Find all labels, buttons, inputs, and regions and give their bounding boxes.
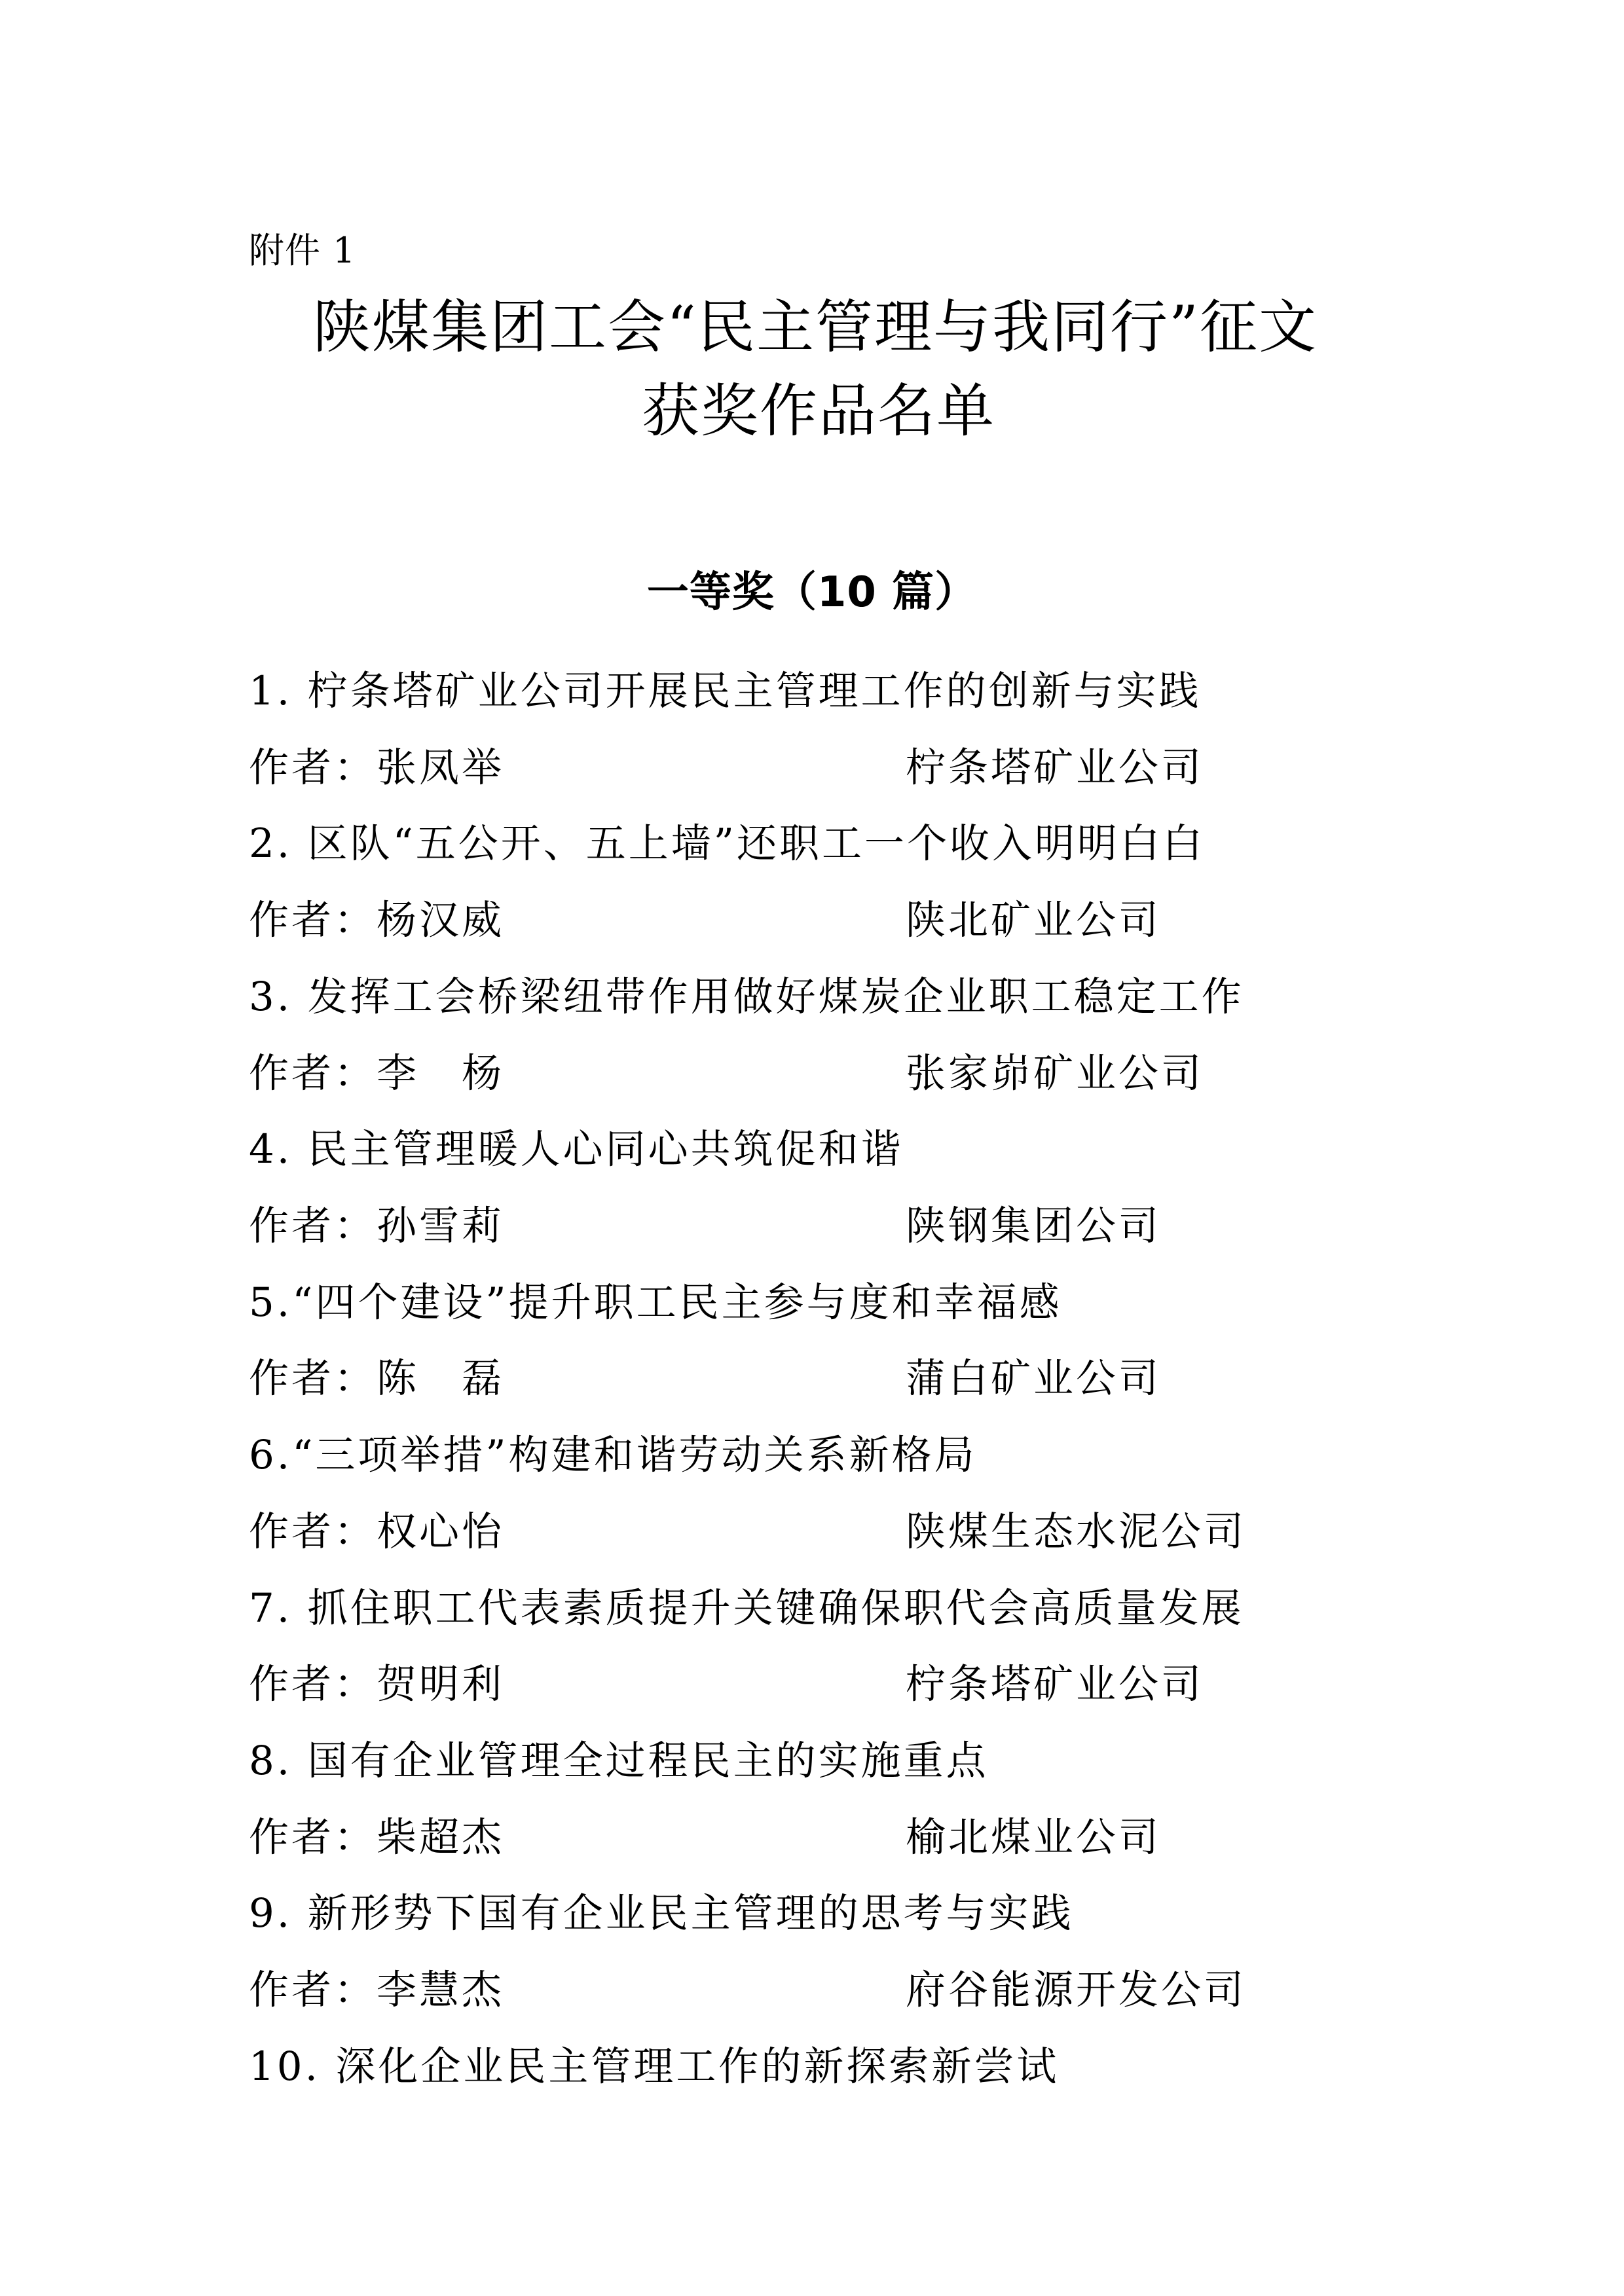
entry-title: 9. 新形势下国有企业民主管理的思考与实践 (249, 1890, 1074, 1937)
entry-title: 6.“三项举措”构建和谐劳动关系新格局 (249, 1432, 977, 1478)
entry-organization: 榆北煤业公司 (906, 1814, 1162, 1861)
entry-author-row (249, 1964, 1362, 2016)
entry-title: 2. 区队“五公开、五上墙”还职工一个收入明明白白 (249, 820, 1205, 867)
entry-organization: 陕煤生态水泥公司 (906, 1508, 1247, 1555)
entry-author: 作者：权心怡 (249, 1508, 505, 1555)
entry-organization: 府谷能源开发公司 (906, 1967, 1247, 2013)
entry-title: 7. 抓住职工代表素质提升关键确保职代会高质量发展 (249, 1585, 1244, 1631)
document-title-line-1: 陕煤集团工会“民主管理与我同行”征文 (313, 293, 1318, 361)
entry-author-row (249, 1048, 1362, 1100)
entry-author: 作者：贺明利 (249, 1661, 505, 1707)
entry-title: 5.“四个建设”提升职工民主参与度和幸福感 (249, 1279, 1062, 1326)
entry-title: 4. 民主管理暖人心同心共筑促和谐 (249, 1126, 904, 1173)
entry-author-row (249, 1353, 1362, 1405)
section-heading-first-prize: 一等奖（10 篇） (646, 568, 978, 617)
entry-author-row (249, 1812, 1362, 1864)
entry-author: 作者：杨汉威 (249, 897, 505, 943)
entry-author: 作者：孙雪莉 (249, 1203, 505, 1249)
entry-organization: 柠条塔矿业公司 (906, 1661, 1204, 1707)
entry-author-row (249, 1658, 1362, 1711)
entry-author: 作者：柴超杰 (249, 1814, 505, 1861)
entry-title: 1. 柠条塔矿业公司开展民主管理工作的创新与实践 (249, 668, 1202, 714)
entry-organization: 蒲白矿业公司 (906, 1355, 1162, 1402)
entry-title: 10. 深化企业民主管理工作的新探索新尝试 (249, 2043, 1060, 2090)
entry-author-row (249, 1200, 1362, 1252)
attachment-label: 附件 1 (249, 230, 356, 271)
entry-title: 3. 发挥工会桥梁纽带作用做好煤炭企业职工稳定工作 (249, 974, 1244, 1020)
entry-organization: 柠条塔矿业公司 (906, 744, 1204, 791)
entry-author-row (249, 894, 1362, 947)
entry-author: 作者：陈 磊 (249, 1355, 505, 1402)
entry-organization: 陕北矿业公司 (906, 897, 1162, 943)
entry-author-row (249, 1506, 1362, 1558)
entry-author: 作者：李慧杰 (249, 1967, 505, 2013)
document-title-line-2: 获奖作品名单 (641, 377, 995, 445)
entry-author: 作者：张凤举 (249, 744, 505, 791)
entry-title: 8. 国有企业管理全过程民主的实施重点 (249, 1738, 989, 1784)
entry-organization: 张家峁矿业公司 (906, 1050, 1204, 1097)
entry-author: 作者：李 杨 (249, 1050, 505, 1097)
entry-author-row (249, 742, 1362, 794)
entry-organization: 陕钢集团公司 (906, 1203, 1162, 1249)
